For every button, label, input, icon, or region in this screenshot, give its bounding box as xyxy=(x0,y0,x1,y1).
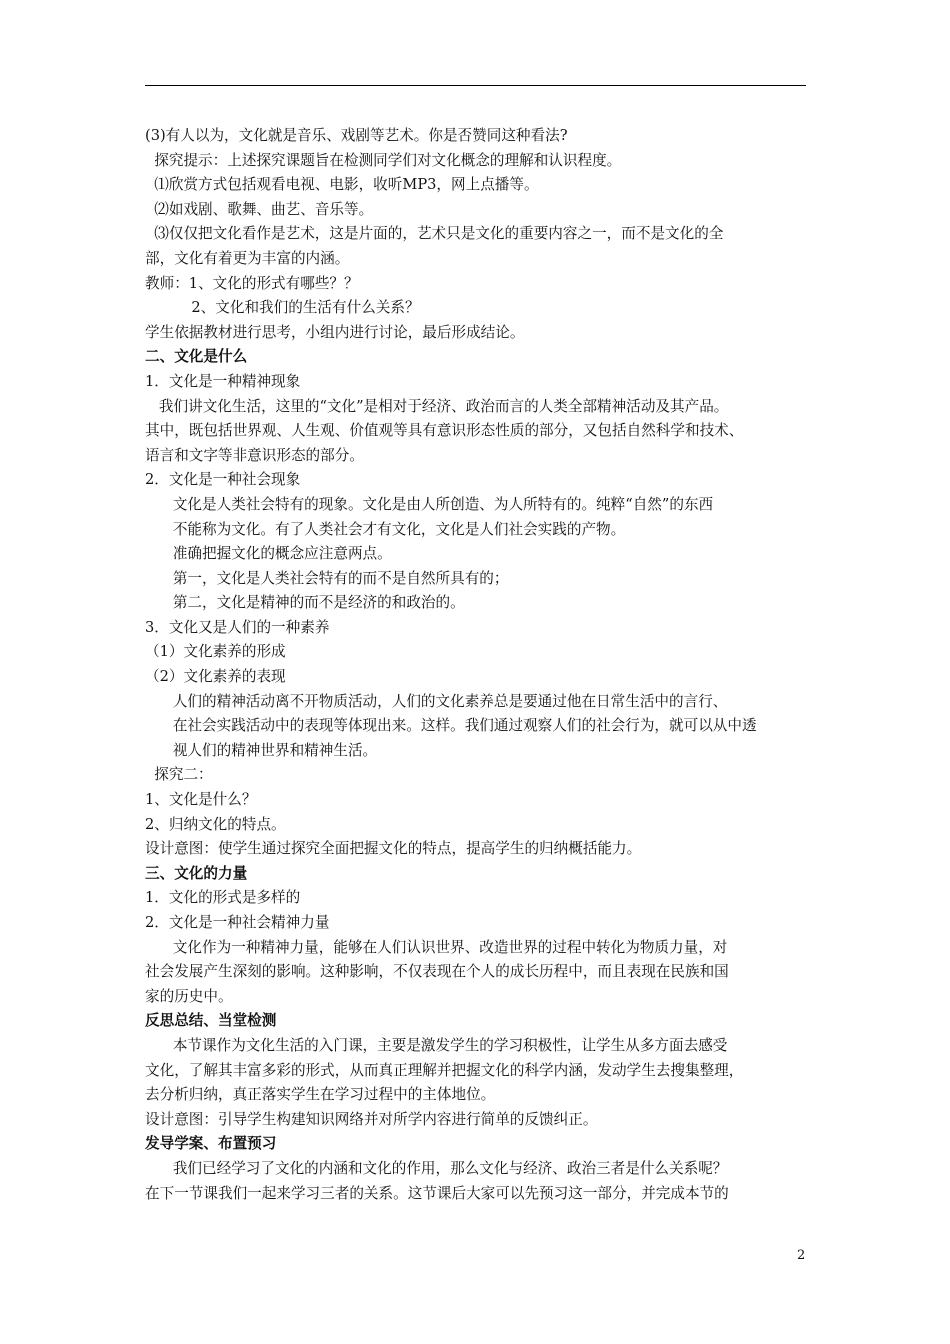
text-line: 去分析归纳，真正落实学生在学习过程中的主体地位。 xyxy=(145,1086,496,1104)
text-line: 其中，既包括世界观、人生观、价值观等具有意识形态性质的部分，又包括自然科学和技术、 xyxy=(145,422,744,440)
text-line: 设计意图：引导学生构建知识网络并对所学内容进行简单的反馈纠正。 xyxy=(145,1110,598,1128)
text-line: 学生依据教材进行思考，小组内进行讨论，最后形成结论。 xyxy=(145,323,525,341)
text-line: 2．文化是一种社会现象 xyxy=(145,471,301,489)
text-line: 在社会实践活动中的表现等体现出来。这样。我们通过观察人们的社会行为，就可以从中透 xyxy=(145,717,757,735)
section-heading: 反思总结、当堂检测 xyxy=(145,1012,277,1030)
document-body xyxy=(145,124,815,1206)
text-line: 准确把握文化的概念应注意两点。 xyxy=(145,545,392,563)
text-line: 1、文化是什么？ xyxy=(145,791,257,809)
section-heading: 发导学案、布置预习 xyxy=(145,1135,277,1153)
text-line: 设计意图：使学生通过探究全面把握文化的特点，提高学生的归纳概括能力。 xyxy=(145,840,642,858)
text-line: 部，文化有着更为丰富的内涵。 xyxy=(145,249,350,267)
text-line: 1．文化是一种精神现象 xyxy=(145,372,301,390)
text-line: 我们讲文化生活，这里的“文化”是相对于经济、政治而言的人类全部精神活动及其产品。 xyxy=(145,397,729,415)
text-line: ⑶仅仅把文化看作是艺术，这是片面的，艺术只是文化的重要内容之一，而不是文化的全 xyxy=(145,225,724,243)
text-line: 第一，文化是人类社会特有的而不是自然所具有的； xyxy=(145,569,509,587)
text-line: 本节课作为文化生活的入门课，主要是激发学生的学习积极性，让学生从多方面去感受 xyxy=(145,1036,728,1054)
text-line: 文化是人类社会特有的现象。文化是由人所创造、为人所特有的。纯粹“自然”的东西 xyxy=(145,495,714,513)
text-line: 文化，了解其丰富多彩的形式，从而真正理解并把握文化的科学内涵，发动学生去搜集整理， xyxy=(145,1061,744,1079)
text-line: (3)有人以为，文化就是音乐、戏剧等艺术。你是否赞同这种看法? xyxy=(145,127,568,144)
section-heading: 三、文化的力量 xyxy=(145,864,248,882)
text-line: 语言和文字等非意识形态的部分。 xyxy=(145,446,364,464)
text-line: 在下一节课我们一起来学习三者的关系。这节课后大家可以先预习这一部分，并完成本节的 xyxy=(145,1184,729,1202)
text-line: 人们的精神活动离不开物质活动，人们的文化素养总是要通过他在日常生活中的言行、 xyxy=(145,692,728,710)
section-heading: 二、文化是什么 xyxy=(145,348,248,366)
text-line: 1．文化的形式是多样的 xyxy=(145,889,301,907)
page-number: 2 xyxy=(797,1248,806,1263)
text-line: 探究二： xyxy=(145,766,213,784)
text-line: 视人们的精神世界和精神生活。 xyxy=(145,741,378,759)
text-line: 2．文化是一种社会精神力量 xyxy=(145,914,330,931)
text-line: 探究提示：上述探究课题旨在检测同学们对文化概念的理解和认识程度。 xyxy=(145,151,622,169)
text-line: 第二，文化是精神的而不是经济的和政治的。 xyxy=(145,594,465,612)
text-line: 2、归纳文化的特点。 xyxy=(145,815,286,833)
text-line: 2、文化和我们的生活有什么关系？ xyxy=(145,299,420,317)
text-line: （1）文化素养的形成 xyxy=(145,643,286,661)
text-line: 教师：1、文化的形式有哪些？？ xyxy=(145,274,359,292)
header-rule xyxy=(145,85,806,86)
text-line: ⑴欣赏方式包括观看电视、电影，收听MP3，网上点播等。 xyxy=(145,176,539,194)
text-line: 3．文化又是人们的一种素养 xyxy=(145,618,330,636)
text-line: 社会发展产生深刻的影响。这种影响，不仅表现在个人的成长历程中，而且表现在民族和国 xyxy=(145,963,729,981)
text-line: 我们已经学习了文化的内涵和文化的作用，那么文化与经济、政治三者是什么关系呢？ xyxy=(145,1159,728,1177)
text-line: 文化作为一种精神力量，能够在人们认识世界、改造世界的过程中转化为物质力量，对 xyxy=(145,938,728,956)
text-line: ⑵如戏剧、歌舞、曲艺、音乐等。 xyxy=(145,200,374,218)
text-line: （2）文化素养的表现 xyxy=(145,668,286,686)
text-line: 不能称为文化。有了人类社会才有文化，文化是人们社会实践的产物。 xyxy=(145,520,626,538)
text-line: 家的历史中。 xyxy=(145,987,233,1005)
